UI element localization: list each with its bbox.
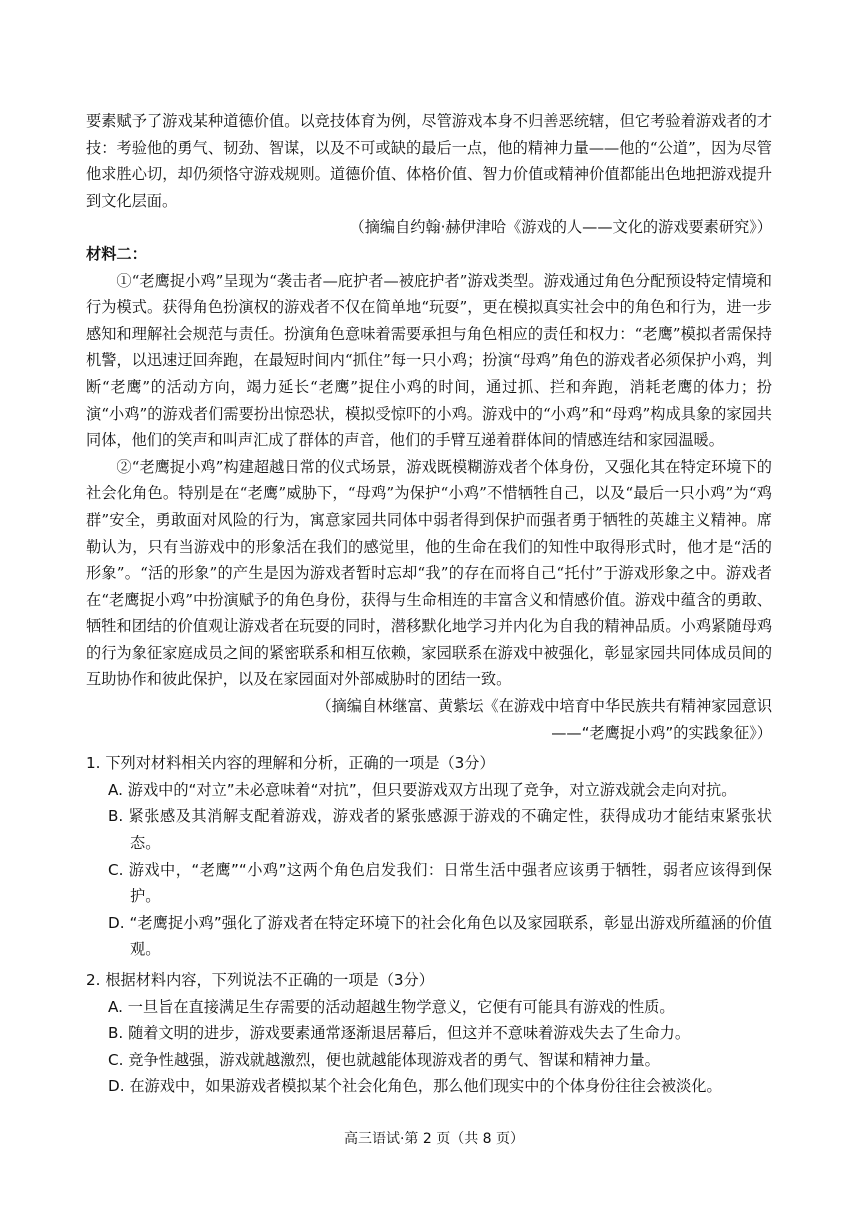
option-c: C. 游戏中，“老鹰”“小鸡”这两个角色启发我们：日常生活中强者应该勇于牺牲，弱者应该得到保护。 xyxy=(108,860,772,906)
material2-heading: 材料二： xyxy=(86,244,147,263)
option-d: D. 在游戏中，如果游戏者模拟某个社会化角色，那么他们现实中的个体身份往往会被淡化。 xyxy=(108,1077,722,1096)
question-stem: 1. 下列对材料相关内容的理解和分析，正确的一项是（3分） xyxy=(86,754,495,773)
option-b: B. 随着文明的进步，游戏要素通常逐渐退居幕后，但这并不意味着游戏失去了生命力。 xyxy=(108,1024,691,1043)
material2-source-line2: ——“老鹰捉小鸡”的实践象征》） xyxy=(551,723,772,742)
material2-source-line1: （摘编自林继富、黄紫坛《在游戏中培育中华民族共有精神家园意识 xyxy=(316,697,772,716)
question-1 xyxy=(86,750,772,963)
page-footer: 高三语试·第 2 页（共 8 页） xyxy=(343,1131,525,1147)
material2-paragraph-1: ①“老鹰捉小鸡”呈现为“袭击者—庇护者—被庇护者”游戏类型。游戏通过角色分配预设特定情境和行为模式。获得角色扮演权的游戏者不仅在简单地“玩耍”，更在模拟真实社会中的角色和行为，进一步感知和理解社会规范与责任。扮演角色意味着需要承担与角色相应的责任和权力：“老鹰”模拟者需保持机警，以迅速迂回奔跑，在最短时间内“抓住”每一只小鸡；扮演“母鸡”角色的游戏者必须保护小鸡，判断“老鹰”的活动方向，竭力延长“老鹰”捉住小鸡的时间，通过抓、拦和奔跑，消耗老鹰的体力；扮演“小鸡”的游戏者们需要扮出惊恐状，模拟受惊吓的小鸡。游戏中的“小鸡”和“母鸡”构成具象的家园共同体，他们的笑声和叫声汇成了群体的声音，他们的手臂互递着群体间的情感连结和家园温暖。 xyxy=(86,271,772,450)
option-d: D. “老鹰捉小鸡”强化了游戏者在特定环境下的社会化角色以及家园联系，彰显出游戏所蕴涵的价值观。 xyxy=(108,913,772,959)
option-a: A. 一旦旨在直接满足生存需要的活动超越生物学意义，它便有可能具有游戏的性质。 xyxy=(108,997,675,1016)
material1-source: （摘编自约翰·赫伊津哈《游戏的人——文化的游戏要素研究》） xyxy=(349,218,772,237)
option-b: B. 紧张感及其消解支配着游戏，游戏者的紧张感源于游戏的不确定性，获得成功才能结束紧张状态。 xyxy=(108,807,772,853)
material2-paragraph-2: ②“老鹰捉小鸡”构建超越日常的仪式场景，游戏既模糊游戏者个体身份，又强化其在特定环境下的社会化角色。特别是在“老鹰”威胁下，“母鸡”为保护“小鸡”不惜牺牲自己，以及“最后一只小鸡”为“鸡群”安全，勇敢面对风险的行为，寓意家园共同体中弱者得到保护而强者勇于牺牲的英雄主义精神。席勒认为，只有当游戏中的形象活在我们的感觉里，他的生命在我们的知性中取得形式时，他才是“活的形象”。“活的形象”的产生是因为游戏者暂时忘却“我”的存在而将自己“托付”于游戏形象之中。游戏者在“老鹰捉小鸡”中扮演赋予的角色身份，获得与生命相连的丰富含义和情感价值。游戏中蕴含的勇敢、牺牲和团结的价值观让游戏者在玩耍的同时，潜移默化地学习并内化为自我的精神品质。小鸡紧随母鸡的行为象征家庭成员之间的紧密联系和相互依赖，家园联系在游戏中被强化，彰显家园共同体成员间的互助协作和彼此保护，以及在家园面对外部威胁时的团结一致。 xyxy=(86,457,772,689)
question-2 xyxy=(86,967,772,1100)
material1-paragraph: 要素赋予了游戏某种道德价值。以竞技体育为例，尽管游戏本身不归善恶统辖，但它考验着游戏者的才技：考验他的勇气、韧劲、智谋，以及不可或缺的最后一点，他的精神力量——他的“公道”，因为尽管他求胜心切，却仍须恪守游戏规则。道德价值、体格价值、智力价值或精神价值都能出色地把游戏提升到文化层面。 xyxy=(86,112,772,210)
option-a: A. 游戏中的“对立”未必意味着“对抗”，但只要游戏双方出现了竞争，对立游戏就会走向对抗。 xyxy=(108,780,737,799)
option-c: C. 竞争性越强，游戏就越激烈，便也就越能体现游戏者的勇气、智谋和精神力量。 xyxy=(108,1050,660,1069)
question-stem: 2. 根据材料内容，下列说法不正确的一项是（3分） xyxy=(86,971,434,989)
